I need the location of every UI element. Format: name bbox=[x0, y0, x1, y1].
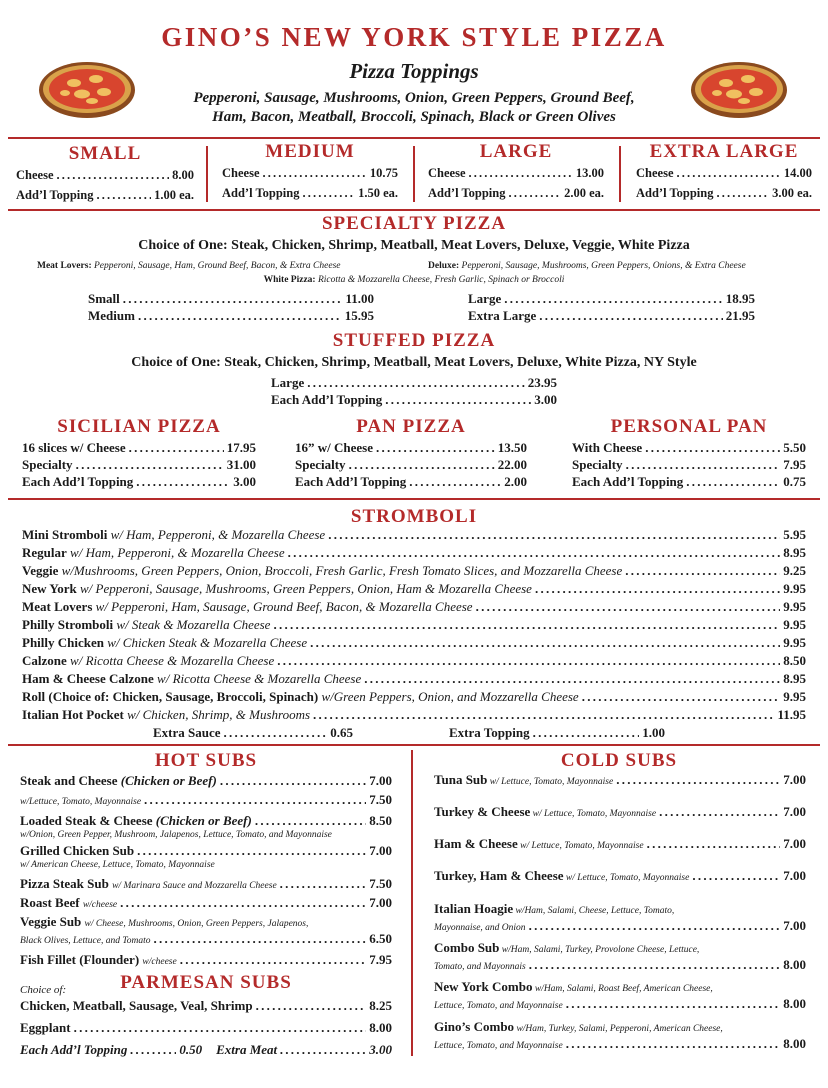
list-item: Italian Hoagie w/Ham, Salami, Cheese, Lettuce, Tomato, Mayonnaise, and Onion . . . 7.00 bbox=[434, 900, 806, 939]
list-item: Ham & Cheese w/ Lettuce, Tomato, Mayonnaise . . . 7.00 bbox=[434, 835, 806, 867]
price-row: Specialty . . . 22.00 bbox=[295, 456, 527, 473]
price-row: Add’l Topping . . . 2.00 ea. bbox=[428, 185, 604, 202]
size-large bbox=[428, 141, 604, 202]
divider bbox=[411, 750, 413, 1056]
section-heading-stuffed: STUFFED PIZZA bbox=[332, 330, 496, 351]
price-row: Each Add’l Topping . . . 2.00 bbox=[295, 473, 527, 490]
list-item: New York w/ Pepperoni, Sausage, Mushrooms, Green Peppers, Onion, Ham & Mozarella Cheese . . . 9.95 bbox=[22, 580, 806, 598]
list-item: Regular w/ Ham, Pepperoni, & Mozarella Cheese . . . 8.95 bbox=[22, 544, 806, 562]
price-row: With Cheese . . . 5.50 bbox=[572, 439, 806, 456]
section-heading-cold-subs: COLD SUBS bbox=[560, 750, 678, 771]
size-heading: LARGE bbox=[479, 141, 553, 162]
personal-pan-section bbox=[572, 416, 806, 490]
price-row: 16 slices w/ Cheese . . . 17.95 bbox=[22, 439, 256, 456]
list-item: Chicken, Meatball, Sausage, Veal, Shrimp . . . 8.25 bbox=[20, 997, 392, 1014]
list-item: Gino’s Combo w/Ham, Turkey, Salami, Pepperoni, American Cheese, Lettuce, Tomato, and Mayonnaise . . . 8.00 bbox=[434, 1018, 806, 1052]
size-heading: EXTRA LARGE bbox=[649, 141, 799, 162]
divider bbox=[413, 146, 415, 202]
list-item: w/Lettuce, Tomato, Mayonnaise . . . 7.50 bbox=[20, 791, 392, 808]
size-medium bbox=[222, 141, 398, 202]
list-item: Loaded Steak & Cheese (Chicken or Beef) . . . 8.50 bbox=[20, 812, 392, 829]
list-item: Mini Stromboli w/ Ham, Pepperoni, & Mozarella Cheese . . . 5.95 bbox=[22, 526, 806, 544]
toppings-list bbox=[150, 89, 678, 127]
list-item: Roast Beef w/cheese . . . 7.00 bbox=[20, 894, 392, 911]
list-item: Grilled Chicken Sub . . . 7.00 bbox=[20, 842, 392, 859]
price-row: Large . . . 18.95 bbox=[468, 290, 755, 307]
list-item: Veggie w/Mushrooms, Green Peppers, Onion, Broccoli, Fresh Garlic, Fresh Tomato Slices, and Mozzarella Cheese . . . 9.25 bbox=[22, 562, 806, 580]
extra-topping bbox=[449, 724, 665, 741]
price-row: Small . . . 11.00 bbox=[88, 290, 374, 307]
specialty-choice: Choice of One: Steak, Chicken, Shrimp, Meatball, Meat Lovers, Deluxe, Veggie, White Pizza bbox=[138, 238, 690, 253]
section-heading-stromboli: STROMBOLI bbox=[350, 506, 478, 527]
toppings-line-2: Ham, Bacon, Meatball, Broccoli, Spinach, Black or Green Olives bbox=[212, 109, 616, 125]
price-row: Extra Large . . . 21.95 bbox=[468, 307, 755, 324]
price-row: Extra Topping . . . 1.00 bbox=[449, 724, 665, 741]
list-item: Tuna Sub w/ Lettuce, Tomato, Mayonnaise . . . 7.00 bbox=[434, 771, 806, 803]
list-item: Combo Sub w/Ham, Salami, Turkey, Provolone Cheese, Lettuce, Tomato, and Mayonnais . . . 8.00 bbox=[434, 939, 806, 978]
divider bbox=[8, 498, 820, 500]
pan-section bbox=[295, 416, 527, 490]
price-row: Cheese . . . 13.00 bbox=[428, 165, 604, 182]
menu-title: GINO’S NEW YORK STYLE PIZZA bbox=[161, 22, 667, 52]
divider bbox=[206, 146, 208, 202]
divider bbox=[8, 744, 820, 746]
size-heading: SMALL bbox=[68, 143, 142, 164]
price-row: Each Add’l Topping . . . 3.00 bbox=[271, 391, 557, 408]
hot-subs-list bbox=[20, 772, 392, 968]
list-item: New York Combo w/Ham, Salami, Roast Beef, American Cheese, Lettuce, Tomato, and Mayonnaise . . . 8.00 bbox=[434, 978, 806, 1018]
meat-lovers-note: Meat Lovers: Pepperoni, Sausage, Ham, Ground Beef, Bacon, & Extra Cheese bbox=[37, 261, 341, 271]
cold-subs-list bbox=[434, 771, 806, 1052]
list-item: Veggie Sub w/ Cheese, Mushrooms, Onion, Green Peppers, Jalapenos, Black Olives, Lettuce, and Tomato . . . 6.50 bbox=[20, 913, 392, 947]
stuffed-prices bbox=[271, 374, 557, 408]
specialty-prices-left bbox=[88, 290, 374, 324]
price-row: Add’l Topping . . . 1.00 ea. bbox=[16, 187, 194, 204]
price-row: Cheese . . . 8.00 bbox=[16, 167, 194, 184]
item-description: w/Onion, Green Pepper, Mushroom, Jalapenos, Lettuce, Tomato, and Mayonnaise bbox=[20, 830, 332, 840]
section-heading-hot-subs: HOT SUBS bbox=[154, 750, 258, 771]
list-item: Meat Lovers w/ Pepperoni, Ham, Sausage, Ground Beef, Bacon, & Mozarella Cheese . . . 9.95 bbox=[22, 598, 806, 616]
price-row: 16” w/ Cheese . . . 13.50 bbox=[295, 439, 527, 456]
price-row: Extra Sauce . . . 0.65 bbox=[153, 724, 353, 741]
white-pizza-note: White Pizza: Ricotta & Mozzarella Cheese, Fresh Garlic, Spinach or Broccoli bbox=[263, 275, 565, 285]
list-item: Philly Stromboli w/ Steak & Mozarella Cheese . . . 9.95 bbox=[22, 616, 806, 634]
toppings-line-1: Pepperoni, Sausage, Mushrooms, Onion, Green Peppers, Ground Beef, bbox=[193, 90, 635, 106]
stromboli-list bbox=[22, 526, 806, 724]
list-item: Steak and Cheese (Chicken or Beef) . . . 7.00 bbox=[20, 772, 392, 789]
section-heading-specialty: SPECIALTY PIZZA bbox=[321, 213, 507, 234]
price-row: Each Add’l Topping . . . 3.00 bbox=[22, 473, 256, 490]
price-row: Each Add’l Topping . . . 0.75 bbox=[572, 473, 806, 490]
price-row: Medium . . . 15.95 bbox=[88, 307, 374, 324]
list-item: Ham & Cheese Calzone w/ Ricotta Cheese & Mozarella Cheese . . . 8.95 bbox=[22, 670, 806, 688]
deluxe-note: Deluxe: Pepperoni, Sausage, Mushrooms, Green Peppers, Onions, & Extra Cheese bbox=[428, 261, 746, 271]
list-item: Philly Chicken w/ Chicken Steak & Mozarella Cheese . . . 9.95 bbox=[22, 634, 806, 652]
sicilian-section bbox=[22, 416, 256, 490]
price-row: Specialty . . . 31.00 bbox=[22, 456, 256, 473]
divider bbox=[8, 209, 820, 211]
section-heading-pan: PAN PIZZA bbox=[356, 416, 466, 437]
list-item: Calzone w/ Ricotta Cheese & Mozarella Cheese . . . 8.50 bbox=[22, 652, 806, 670]
section-heading-sicilian: SICILIAN PIZZA bbox=[57, 416, 221, 437]
pizza-image-left bbox=[38, 61, 136, 119]
list-item: Pizza Steak Sub w/ Marinara Sauce and Mozzarella Cheese . . . 7.50 bbox=[20, 875, 392, 892]
list-item: Fish Fillet (Flounder) w/cheese . . . 7.95 bbox=[20, 951, 392, 968]
list-item: Eggplant . . . 8.00 bbox=[20, 1019, 392, 1036]
parmesan-list bbox=[20, 984, 392, 1058]
extra-sauce bbox=[153, 724, 353, 741]
divider bbox=[8, 137, 820, 139]
price-row: Add’l Topping . . . 3.00 ea. bbox=[636, 185, 812, 202]
list-item: Italian Hot Pocket w/ Chicken, Shrimp, & Mushrooms . . . 11.95 bbox=[22, 706, 806, 724]
stuffed-choice: Choice of One: Steak, Chicken, Shrimp, Meatball, Meat Lovers, Deluxe, White Pizza, NY Style bbox=[131, 355, 697, 370]
parmesan-choice: Choice of: bbox=[20, 984, 67, 996]
price-row: Specialty . . . 7.95 bbox=[572, 456, 806, 473]
list-item: Turkey & Cheese w/ Lettuce, Tomato, Mayonnaise . . . 7.00 bbox=[434, 803, 806, 835]
list-item: Turkey, Ham & Cheese w/ Lettuce, Tomato, Mayonnaise . . . 7.00 bbox=[434, 867, 806, 899]
price-row: Cheese . . . 10.75 bbox=[222, 165, 398, 182]
toppings-heading: Pizza Toppings bbox=[349, 59, 479, 83]
size-heading: MEDIUM bbox=[265, 141, 355, 162]
specialty-prices-right bbox=[468, 290, 755, 324]
price-row: Large . . . 23.95 bbox=[271, 374, 557, 391]
size-extra-large bbox=[636, 141, 812, 202]
divider bbox=[619, 146, 621, 202]
price-row: Cheese . . . 14.00 bbox=[636, 165, 812, 182]
list-item: Roll (Choice of: Chicken, Sausage, Broccoli, Spinach) w/Green Peppers, Onion, and Mozzarella Cheese . . . 9.95 bbox=[22, 688, 806, 706]
item-description: w/ American Cheese, Lettuce, Tomato, Mayonnaise bbox=[20, 860, 215, 870]
price-row: Add’l Topping . . . 1.50 ea. bbox=[222, 185, 398, 202]
section-heading-parmesan: PARMESAN SUBS bbox=[120, 972, 292, 993]
size-small bbox=[16, 143, 194, 204]
list-item: Each Add’l Topping . . . 0.50 Extra Meat . . . 3.00 bbox=[20, 1041, 392, 1058]
pizza-image-right bbox=[690, 61, 788, 119]
section-heading-personal-pan: PERSONAL PAN bbox=[610, 416, 768, 437]
